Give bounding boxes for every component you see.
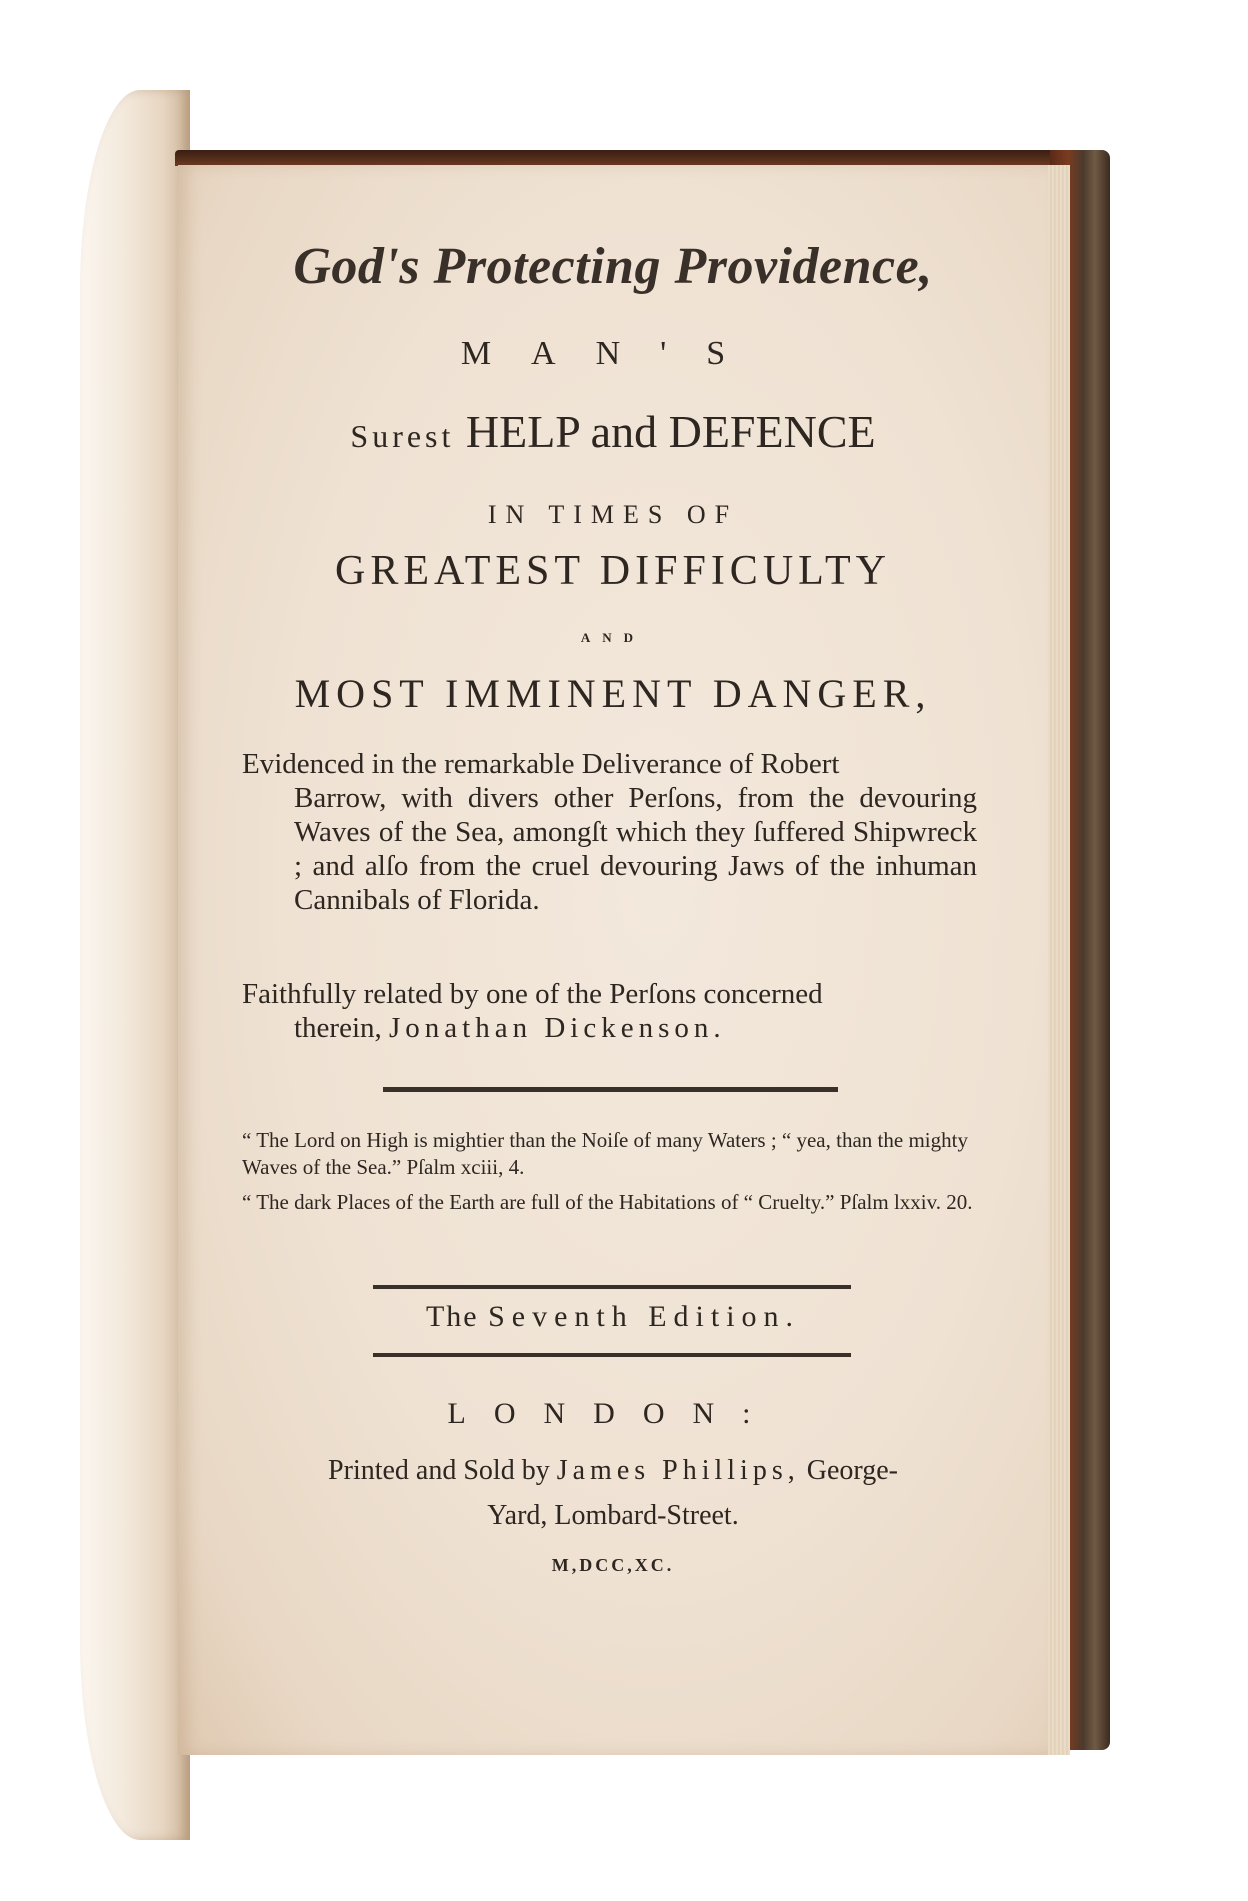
help-and-defence-line xyxy=(178,405,1048,458)
evidenced-rest: Barrow, with divers other Perſons, from the devouring Waves of the Sea, amongſt which they ſuffered Shipwreck ; and alſo from the cruel devouring Jaws of the inhuman Cannibals of Florida. xyxy=(294,782,977,916)
printed-prefix: Printed and Sold by xyxy=(328,1455,550,1486)
related-first-line: Faithfully related by one of the Perſons concerned xyxy=(242,978,823,1010)
evidenced-paragraph xyxy=(242,747,977,917)
facing-page xyxy=(80,90,190,1840)
related-paragraph xyxy=(242,977,977,1045)
printed-suffix: George- xyxy=(806,1455,898,1486)
psalm-quote-1: “ The Lord on High is mightier than the Noiſe of many Waters ; “ yea, than the mighty Waves of the Sea.” Pſalm xciii, 4. xyxy=(242,1128,968,1179)
most-imminent-danger: MOST IMMINENT DANGER, xyxy=(294,671,932,716)
binding-top-edge xyxy=(175,150,1105,166)
surest-word: Surest xyxy=(350,418,455,454)
imprint-date: M,DCC,XC. xyxy=(551,1555,675,1575)
imprint-address: Yard, Lombard-Street. xyxy=(487,1500,739,1531)
edition-line xyxy=(178,1300,1048,1334)
edition-name: Seventh Edition. xyxy=(488,1300,801,1333)
help-and-defence: HELP and DEFENCE xyxy=(465,406,876,457)
mans-heading: MAN'S xyxy=(460,335,766,372)
therein-word: therein, xyxy=(294,1012,382,1044)
printer-name: James Phillips, xyxy=(556,1455,800,1486)
edition-prefix: The xyxy=(425,1300,479,1333)
divider-rule xyxy=(383,1087,838,1092)
and-word: AND xyxy=(580,630,646,645)
psalm-quote-2: “ The dark Places of the Earth are full of the Habitations of “ Cruelty.” Pſalm lxxiv. 20. xyxy=(242,1190,973,1214)
greatest-difficulty: GREATEST DIFFICULTY xyxy=(335,548,891,594)
imprint-city: LONDON: xyxy=(447,1397,779,1430)
related-second-line xyxy=(242,1011,977,1045)
evidenced-first-line: Evidenced in the remarkable Deliverance of Robert xyxy=(242,748,840,780)
in-times-of: IN TIMES OF xyxy=(487,500,739,529)
author-name: Jonathan Dickenson. xyxy=(389,1012,726,1044)
imprint-printer-line xyxy=(178,1455,1048,1487)
divider-rule xyxy=(373,1353,851,1357)
title-page xyxy=(178,165,1048,1755)
book-title: God's Protecting Providence, xyxy=(293,238,933,295)
divider-rule xyxy=(373,1285,851,1289)
